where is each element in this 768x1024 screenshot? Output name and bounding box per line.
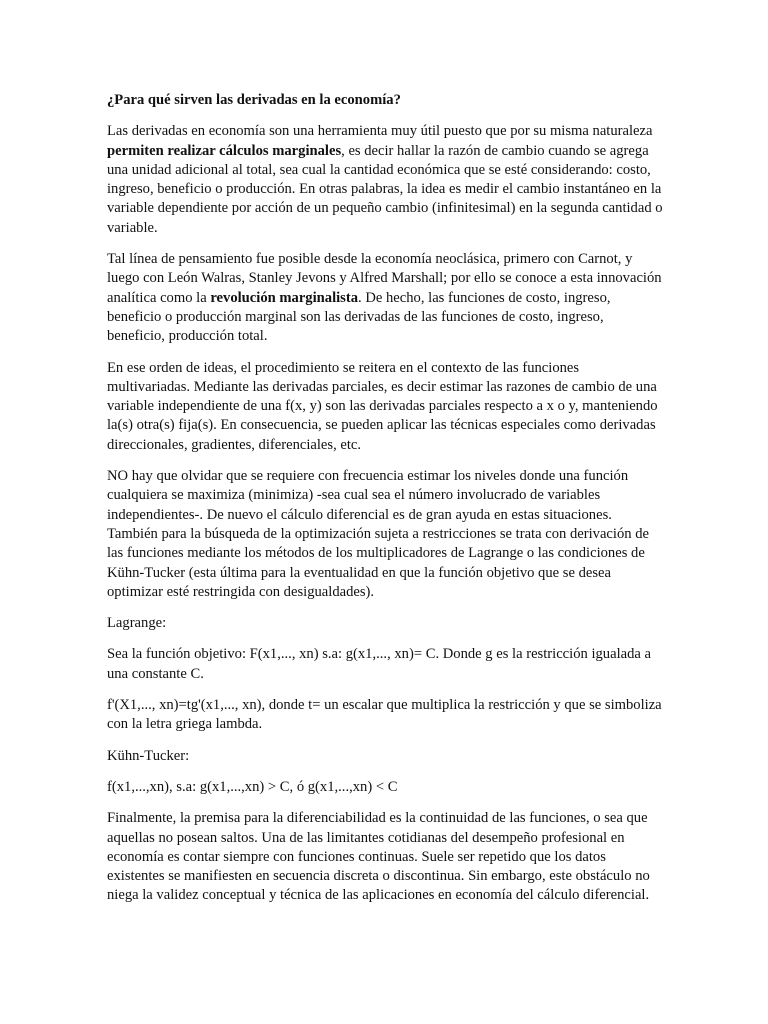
- paragraph-2-text-a: Tal línea de pensamiento fue posible desde la economía neoclásica, primero con Carnot, y luego con León Walras, Stanley Jevons y Alfred Marshall; por ello se conoce a esta innovación analítica como la: [107, 251, 662, 306]
- paragraph-1-text-c: , es decir hallar la razón de cambio cuando se agrega una unidad adicional al total, sea cual la cantidad económica que se esté considerando: costo, ingreso, beneficio o producción. En otras palabras, la idea es medir el cambio instantáneo en la variable dependiente por acción de un pequeño cambio (infinitesimal) en la segunda cantidad o variable.: [107, 142, 663, 236]
- paragraph-4: NO hay que olvidar que se requiere con frecuencia estimar los niveles donde una función cualquiera se maximiza (minimiza) -sea cual sea el número involucrado de variables independientes-. De nuevo el cálculo diferencial es de gran ayuda en estas situaciones. También para la búsqueda de la optimización sujeta a restricciones se trata con derivación de las funciones mediante los métodos de los multiplicadores de Lagrange o las condiciones de Kühn-Tucker (esta última para la eventualidad en que la función objetivo que se desea optimizar esté restringida con desigualdades).: [107, 468, 649, 600]
- paragraph-1: [107, 122, 663, 238]
- lagrange-heading: Lagrange:: [107, 615, 167, 632]
- paragraph-3: En ese orden de ideas, el procedimiento se reitera en el contexto de las funciones multivariadas. Mediante las derivadas parciales, es decir estimar las razones de cambio de una variable independiente de una f(x, y) son las derivadas parciales respecto a x o y, manteniendo la(s) otra(s) fija(s). En consecuencia, se pueden aplicar las técnicas especiales como derivadas direccionales, gradientes, diferenciales, etc.: [107, 359, 658, 453]
- paragraph-1-text-a: Las derivadas en economía son una herramienta muy útil puesto que por su misma naturaleza: [107, 123, 653, 140]
- paragraph-conclusion: Finalmente, la premisa para la diferenciabilidad es la continuidad de las funciones, o sea que aquellas no posean saltos. Una de las limitantes cotidianas del desempeño profesional en economía es contar siempre con funciones continuas. Suele ser repetido que los datos existentes se manifiesten en secuencia discreta o discontinua. Sin embargo, este obstáculo no niega la validez conceptual y técnica de las aplicaciones en economía del cálculo diferencial.: [107, 810, 650, 904]
- paragraph-2-bold-phrase: revolución marginalista: [210, 289, 359, 306]
- paragraph-2: [107, 250, 663, 346]
- lagrange-objective-text: Sea la función objetivo: F(x1,..., xn) s.a: g(x1,..., xn)= C. Donde g es la restricción igualada a una constante C.: [107, 646, 652, 682]
- lagrange-condition-text: f'(X1,..., xn)=tg'(x1,..., xn), donde t= un escalar que multiplica la restricción y que se simboliza con la letra griega lambda.: [107, 697, 662, 733]
- paragraph-1-bold-phrase: permiten realizar cálculos marginales: [107, 142, 342, 159]
- document-body: [107, 91, 663, 918]
- paragraph-2-text-c: . De hecho, las funciones de costo, ingreso, beneficio o producción marginal son las derivadas de las funciones de costo, ingreso, beneficio, producción total.: [107, 289, 611, 345]
- document-title: ¿Para qué sirven las derivadas en la economía?: [107, 92, 401, 108]
- kuhn-tucker-heading: Kühn-Tucker:: [107, 747, 190, 764]
- kuhn-tucker-condition-text: f(x1,...,xn), s.a: g(x1,...,xn) > C, ó g(x1,...,xn) < C: [107, 778, 398, 795]
